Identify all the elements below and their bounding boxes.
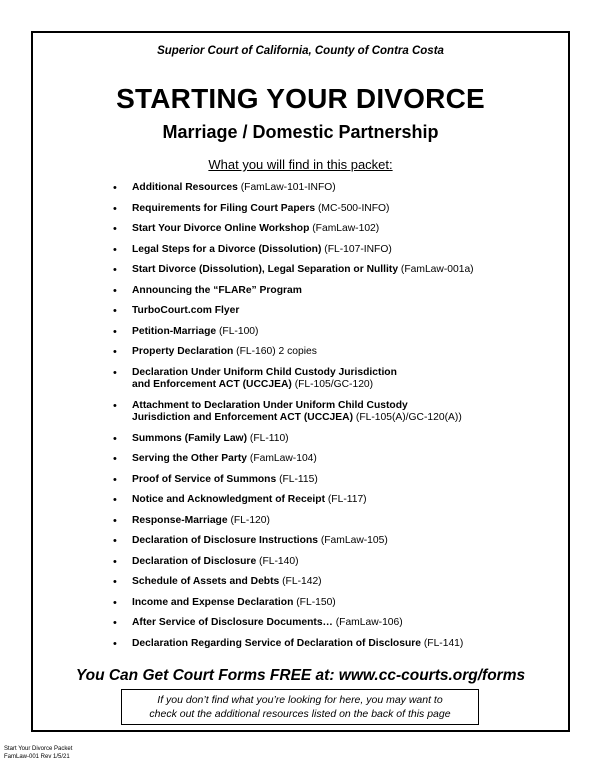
item-code: (FL-115) — [279, 473, 318, 485]
item-code: (FL-142) — [282, 576, 322, 587]
court-forms-website: You Can Get Court Forms FREE at: www.cc-courts.org/forms — [75, 667, 526, 684]
item-code: (FamLaw-101-INFO) — [240, 182, 336, 193]
item-name: Declaration Regarding Service of Declaration of Disclosure — [132, 637, 421, 649]
list-item — [113, 367, 553, 392]
item-name: After Service of Disclosure Documents… — [132, 617, 333, 628]
list-item — [113, 535, 553, 548]
item-code: (MC-500-INFO) — [317, 202, 390, 214]
list-item — [113, 453, 553, 466]
item-code: (FL-140) — [259, 555, 299, 567]
list-item — [113, 576, 553, 589]
list-item — [113, 556, 553, 569]
note-line-1: If you don’t find what you’re looking for here, you may want to — [157, 694, 443, 706]
list-item — [113, 638, 553, 651]
footer-form-revision: FamLaw-001 Rev 1/5/21 — [4, 753, 70, 760]
list-item — [113, 617, 553, 630]
list-item — [113, 203, 553, 216]
item-name-line2: Jurisdiction and Enforcement ACT (UCCJEA) — [132, 412, 354, 423]
list-item — [113, 474, 553, 487]
list-item — [113, 244, 553, 257]
item-name: Declaration of Disclosure — [132, 555, 257, 567]
item-code: (FL-120) — [230, 514, 270, 526]
list-item — [113, 264, 553, 277]
page-title: STARTING YOUR DIVORCE — [116, 83, 485, 114]
item-name: Declaration of Disclosure Instructions — [132, 535, 318, 546]
list-item — [113, 433, 553, 446]
form-footer — [4, 746, 72, 761]
item-name: Legal Steps for a Divorce (Dissolution) — [132, 243, 322, 255]
item-name: Start Your Divorce Online Workshop — [132, 223, 310, 234]
item-name: Property Declaration — [132, 346, 234, 357]
item-name: Start Divorce (Dissolution), Legal Separation or Nullity — [132, 264, 399, 275]
list-item — [113, 346, 553, 359]
footer-packet-name: Start Your Divorce Packet — [4, 746, 73, 752]
item-name-line1: Attachment to Declaration Under Uniform Child Custody — [132, 399, 408, 411]
list-item — [113, 515, 553, 528]
item-code: (FL-100) — [218, 325, 259, 337]
item-name: Summons (Family Law) — [132, 432, 248, 444]
item-code: (FL-160) 2 copies — [236, 346, 317, 357]
list-item — [113, 494, 553, 507]
item-name: Requirements for Filing Court Papers — [132, 202, 316, 214]
item-name: Income and Expense Declaration — [132, 596, 294, 608]
item-code: (FL-105(A)/GC-120(A)) — [355, 412, 462, 423]
court-name: Superior Court of California, County of Contra Costa — [157, 45, 444, 57]
item-code: (FL-141) — [423, 637, 464, 649]
item-code: (FamLaw-105) — [320, 535, 388, 546]
item-name: Petition-Marriage — [132, 325, 217, 337]
item-name: Schedule of Assets and Debts — [132, 576, 280, 587]
note-line-2: check out the additional resources listed on the back of this page — [149, 708, 451, 720]
list-item — [113, 305, 553, 318]
packet-contents-heading: What you will find in this packet: — [208, 157, 393, 172]
item-name: Proof of Service of Summons — [132, 473, 277, 485]
item-code: (FamLaw-106) — [335, 617, 403, 628]
item-code: (FamLaw-104) — [249, 453, 317, 464]
item-code: (FamLaw-001a) — [400, 264, 474, 275]
additional-resources-note — [121, 689, 479, 725]
list-item — [113, 223, 553, 236]
item-name: Serving the Other Party — [132, 453, 248, 464]
item-name: Additional Resources — [132, 182, 238, 193]
item-code: (FL-150) — [296, 596, 336, 608]
item-code: (FL-107-INFO) — [324, 243, 392, 255]
item-name: Notice and Acknowledgment of Receipt — [132, 494, 325, 505]
packet-contents-list — [113, 182, 553, 658]
list-item — [113, 285, 553, 298]
list-item — [113, 326, 553, 339]
item-name: Announcing the “FLARe” Program — [132, 284, 302, 296]
item-name: TurboCourt.com Flyer — [132, 305, 240, 316]
page-subtitle: Marriage / Domestic Partnership — [162, 122, 439, 142]
item-name: Response-Marriage — [132, 514, 228, 526]
list-item — [113, 400, 553, 425]
item-code: (FL-117) — [327, 494, 367, 505]
item-code: (FL-110) — [249, 432, 289, 444]
item-name-line2: and Enforcement ACT (UCCJEA) — [132, 379, 292, 390]
item-code: (FL-105/GC-120) — [294, 379, 374, 390]
list-item — [113, 182, 553, 195]
item-code: (FamLaw-102) — [312, 223, 380, 234]
packet-cover-frame — [31, 31, 570, 732]
list-item — [113, 597, 553, 610]
item-name-line1: Declaration Under Uniform Child Custody Jurisdiction — [132, 366, 397, 378]
